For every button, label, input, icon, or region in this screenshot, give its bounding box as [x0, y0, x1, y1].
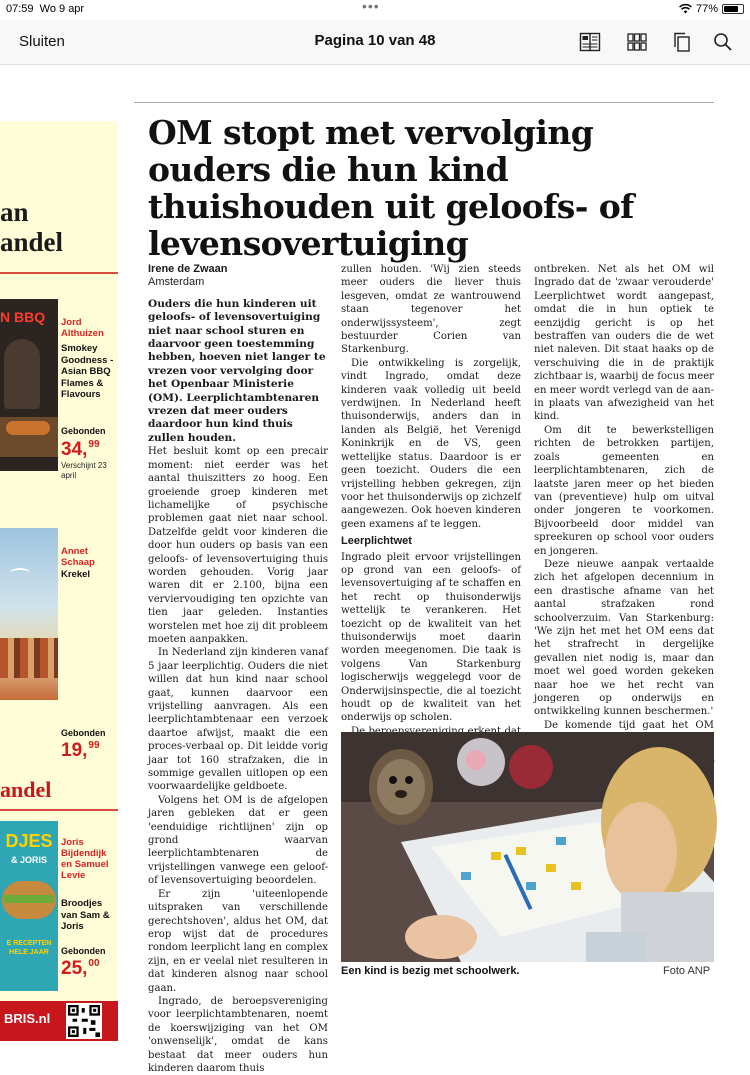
child-doing-schoolwork-image: [341, 732, 714, 962]
paragraph: De komende tijd gaat het OM: [544, 719, 714, 731]
paragraph: Ingrado, de beroepsvereniging voor leerplichtambtenaren, noemt de koerswijziging van het OM 'onwenselijk', omdat de kans bestaat dat meer ouders hun kinderen daarom thuis: [148, 995, 328, 1074]
status-right: [679, 3, 744, 15]
article-column-3: [534, 263, 714, 813]
paragraph: Die ontwikkeling is zorgelijk, vindt Ingrado, omdat deze kinderen vaak volledig uit beeld verdwijnen. In Nederland heeft thuisonderwijs, anders dan in landen als België, het Verenigd Koninkrijk en de VS, geen wettelijke status. Daardoor is er geen toezicht. Ouders die een vrijstelling hebben gekregen, zijn voor het thuisonderwijs op zichzelf aangewezen. Ook hoeven kinderen geen examens af te leggen.: [341, 357, 521, 530]
book-cover-title: DJES: [5, 831, 53, 851]
thumbnail-layout-icon[interactable]: [579, 31, 601, 53]
book-binding: Gebonden: [61, 946, 106, 956]
paragraph: Er zijn 'uiteenlopende uitspraken van verschillende gerechtshoven', aldus het OM, dat erop wijst dat de procedures rondom leerplicht lang en complex zijn, en er veelal niet resulteren in dat kinderen alsnog naar school gaan.: [148, 888, 328, 994]
book-author: Joris Bijdendijk en Samuel Levie: [61, 837, 109, 881]
page-title: Pagina 10 van 48: [314, 32, 436, 49]
paragraph: Volgens het OM is de afgelopen jaren gebleken dat er geen 'eenduidige richtlijnen' zijn op grond waarvan leerplichtambtenaren de vrijstellingen vanwege een geloof- of levensovertuiging beoordelen.: [148, 794, 328, 887]
book-price: 34,99: [61, 439, 100, 460]
multitask-dots[interactable]: •••: [362, 0, 380, 14]
book-author: Jord Althuizen: [61, 317, 104, 339]
ad-website-banner: [0, 1001, 118, 1041]
status-bar: [0, 0, 750, 20]
article-lead: Ouders die hun kinderen uit geloofs- of levensovertuiging niet naar school sturen en daarvoor geen toestemming hebben, hoeven niet langer te vrezen voor vervolging door het Openbaar Ministerie (OM). Leerplichtambtenaren vrezen dat meer ouders daardoor hun kind thuis zullen houden.: [148, 297, 326, 444]
ad-divider: [0, 272, 118, 274]
ad-heading: an: [0, 197, 29, 227]
article-place: Amsterdam: [148, 276, 205, 289]
book-title: Smokey Goodness - Asian BBQ Flames & Flavours: [61, 343, 114, 400]
book-cover-title: N BBQ: [0, 309, 46, 325]
pages-icon[interactable]: [671, 31, 693, 53]
article-headline: OM stopt met vervolging ouders die hun kind thuishouden uit geloofs- of levensovertuiging: [148, 113, 634, 263]
book-binding: Gebonden: [61, 728, 106, 738]
ad-heading: andel: [0, 227, 64, 257]
battery-percent: 77%: [695, 3, 718, 15]
article-author: Irene de Zwaan: [148, 263, 228, 275]
qr-code-icon: [66, 1003, 102, 1039]
book-cover: [0, 299, 58, 471]
article-subheading: Leerplichtwet: [341, 535, 412, 548]
book-price: 19,99: [61, 740, 100, 761]
ad-website: BRIS.nl: [4, 1011, 51, 1026]
ad-heading: andel: [0, 777, 52, 802]
top-rule: [134, 102, 714, 103]
book-author: Annet Schaap: [61, 546, 95, 568]
article-column-1: [148, 263, 328, 1075]
book-cover: [0, 528, 58, 700]
paragraph: Ingrado pleit ervoor vrijstellingen op grond van een geloofs- of levensovertuiging af te schaffen en het recht op thuisonderwijs wettelijk te verankeren. Het toezicht op de kwaliteit van het thuisonderwijs moet daarin worden meegenomen. Die taak is volgens Van Starkenburg logischerwijs weggelegd voor de Onderwijsinspectie, die al toezicht houdt op de kwaliteit van het onderwijs op scholen.: [341, 551, 521, 724]
book-cover-subtitle: & JORIS: [10, 855, 47, 865]
book-release-note: Verschijnt 23 april: [61, 461, 107, 480]
battery-icon: [722, 4, 744, 14]
paragraph: Om dit te bewerkstelligen richten de betrokken partijen, zoals gemeenten en leerplichtambtenaren, zich de laatste jaren meer op het bieden van (preventieve) hulp om uitval onder jongeren te voorkomen. Bijvoorbeeld door middel van spreekuren op school voor ouders en jongeren.: [534, 424, 714, 557]
newspaper-page[interactable]: [0, 66, 750, 1074]
wifi-icon: [679, 4, 692, 14]
reader-toolbar: [0, 20, 750, 65]
book-title: Krekel: [61, 569, 91, 580]
article-photo[interactable]: [341, 732, 714, 962]
status-time: 07:59 Wo 9 apr: [6, 3, 85, 15]
paragraph: ontbreken. Net als het OM wil Ingrado dat de 'zwaar verouderde' Leerplichtwet wordt aangepast, omdat die in hun optiek te eenzijdig gericht is op het bestraffen van ouders die de wet niet naleven. Dit staat haaks op de verschuiving die in de praktijk zichtbaar is, waarbij de focus meer en meer wordt verlegd van de aan- in plaats van afwezigheid van het kind.: [534, 264, 714, 423]
ad-divider: [0, 809, 118, 811]
photo-credit: Foto ANP: [663, 965, 711, 977]
book-price: 25,00: [61, 958, 100, 979]
book-advertisement: [0, 121, 118, 1041]
paragraph: In Nederland zijn kinderen vanaf 5 jaar leerplichtig. Ouders die niet willen dat hun kind naar school gaat, kunnen daarvoor een vrijstelling aanvragen. Als een leerplichtambtenaar een verzoek daartoe afwijst, maakt die een proces-verbaal op. Dit leidde vorig jaar tot 160 strafzaken, die in sommige gevallen uitlopen op een voorwaardelijke geldboete.: [148, 647, 328, 793]
grid-icon[interactable]: [626, 31, 648, 53]
photo-caption: Een kind is bezig met schoolwerk.: [341, 965, 520, 977]
book-binding: Gebonden: [61, 426, 106, 436]
paragraph: zullen houden. 'Wij zien steeds meer ouders die liever thuis lesgeven, omdat ze wantrouwend staan tegenover het onderwijssysteem', zegt bestuurder Corien van Starkenburg.: [341, 264, 521, 356]
paragraph: Deze nieuwe aanpak vertaalde zich het afgelopen decennium in een drastische afname van het aantal strafzaken rond schoolverzuim. Van Starkenburg: 'We zijn het met het OM eens dat het strafrecht in dergelijke gevallen niet nodig is, maar dan moet wel goed worden gekeken naar hoe we het recht van jongeren op onderwijs en ontwikkeling kunnen beschermen.': [534, 558, 714, 718]
search-icon[interactable]: [712, 31, 734, 53]
article-column-2: [341, 263, 521, 792]
book-title: Broodjes van Sam & Joris: [61, 898, 110, 932]
book-cover: [0, 821, 58, 991]
paragraph: Het besluit komt op een precair moment: niet eerder was het aantal thuiszitters zo hoog. Een groeiende groep kinderen met lichamelijke of psychische problemen gaat niet naar school. Datzelfde geldt voor kinderen die door hun ouders op basis van een geloofs- of levensovertuiging thuis worden gehouden. Vorig jaar waren dit er 2.100, bijna een verviervoudiging ten opzichte van tien jaar geleden. Instanties worstelen met hoe zij dit probleem moeten aanpakken.: [148, 446, 328, 645]
book-cover-tagline: E RECEPTEN HELE JAAR: [6, 940, 52, 956]
close-button[interactable]: Sluiten: [19, 33, 65, 50]
